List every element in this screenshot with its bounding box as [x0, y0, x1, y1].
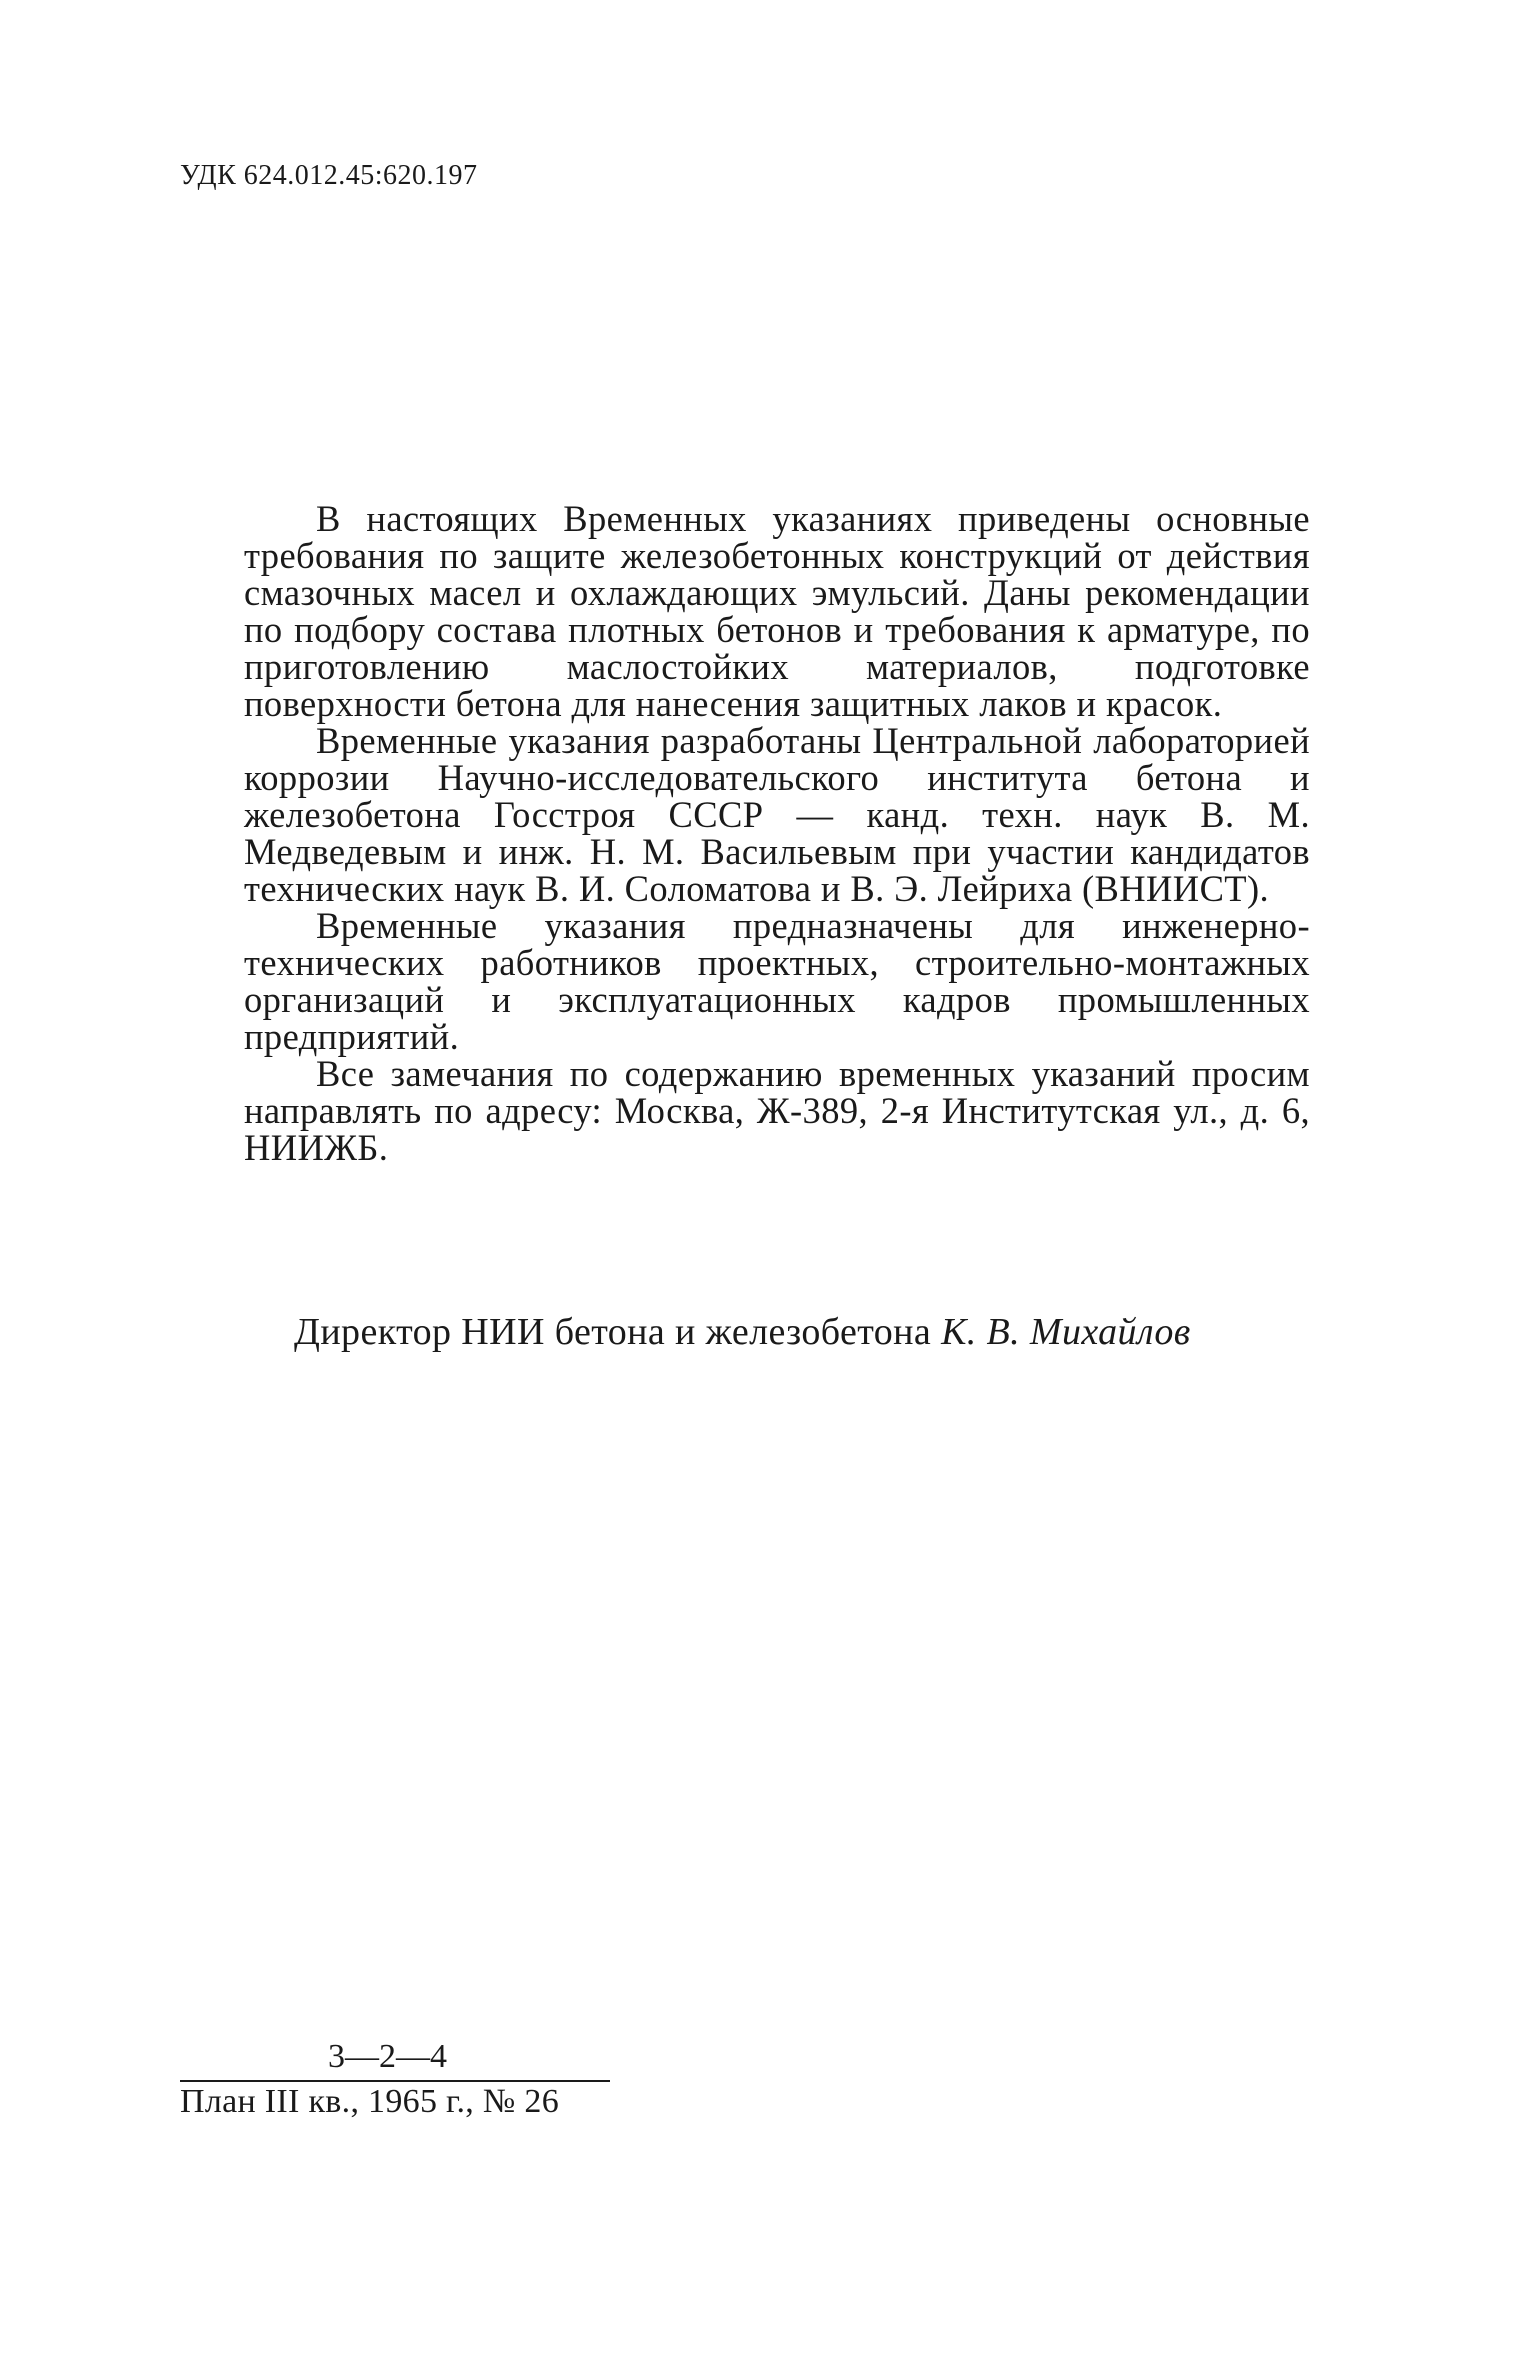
- footer-plan: План III кв., 1965 г., № 26: [180, 2083, 559, 2120]
- paragraph-audience: Временные указания предназначены для инженерно-технических работников проектных, строительно-монтажных организаций и эксплуатационных кадров промышленных предприятий.: [244, 905, 1310, 1057]
- footer-code: 3—2—4: [328, 2038, 447, 2075]
- director-position: Директор НИИ бетона и железобетона: [294, 1311, 932, 1353]
- paragraph-scope: В настоящих Временных указаниях приведены основные требования по защите железобетонных конструкций от действия смазочных масел и охлаждающих эмульсий. Даны рекомендации по подбору состава плотных бетонов и требования к арматуре, по приготовлению маслостойких материалов, подготовке поверхности бетона для нанесения защитных лаков и красок.: [244, 498, 1310, 724]
- director-signature: [294, 1310, 1191, 1354]
- paragraph-feedback-address: Все замечания по содержанию временных указаний просим направлять по адресу: Москва, Ж-389, 2-я Институтская ул., д. 6, НИИЖБ.: [244, 1053, 1310, 1168]
- director-name: К. В. Михайлов: [941, 1311, 1191, 1353]
- udc-classification: УДК 624.012.45:620.197: [180, 160, 478, 191]
- footer-rule: [180, 2080, 610, 2082]
- paragraph-authors: Временные указания разработаны Центральной лабораторией коррозии Научно-исследовательского института бетона и железобетона Госстроя СССР — канд. техн. наук В. М. Медведевым и инж. Н. М. Васильевым при участии кандидатов технических наук В. И. Соломатова и В. Э. Лейриха (ВНИИСТ).: [244, 720, 1310, 909]
- annotation-text: [244, 500, 1310, 1166]
